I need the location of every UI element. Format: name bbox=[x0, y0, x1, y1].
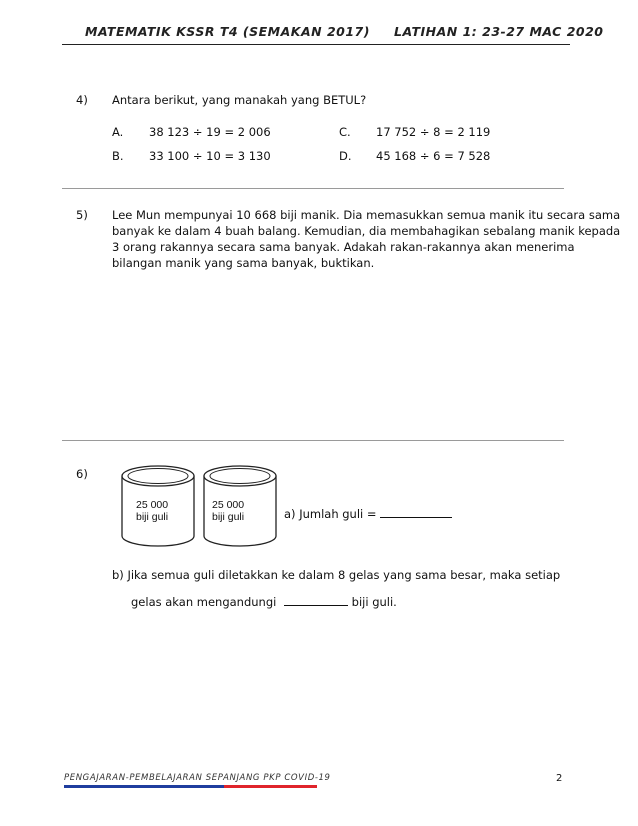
jar-2-count: 25 000 bbox=[212, 499, 245, 511]
q5-number: 5) bbox=[76, 208, 88, 222]
q4-number: 4) bbox=[76, 93, 88, 107]
q5-text-line-2: banyak ke dalam 4 buah balang. Kemudian, dia membahagikan sebalang manik kepada bbox=[112, 224, 621, 238]
q4-option-c-letter: C. bbox=[339, 125, 351, 139]
q4-option-d-text: 45 168 ÷ 6 = 7 528 bbox=[376, 149, 491, 163]
page-number: 2 bbox=[556, 773, 563, 784]
q6-part-b-answer-blank[interactable] bbox=[284, 593, 348, 606]
q6-number: 6) bbox=[76, 467, 88, 481]
jar-2-unit: biji guli bbox=[212, 511, 245, 523]
q6-part-a bbox=[284, 505, 452, 522]
q6-part-b-pre: gelas akan mengandungi bbox=[131, 595, 280, 609]
jar-1-label bbox=[136, 499, 168, 523]
section-divider-2 bbox=[62, 440, 564, 441]
q4-prompt: Antara berikut, yang manakah yang BETUL? bbox=[112, 93, 367, 107]
q5-text-line-1: Lee Mun mempunyai 10 668 biji manik. Dia memasukkan semua manik itu secara sama bbox=[112, 208, 621, 222]
footer-blue-bar bbox=[64, 785, 224, 788]
header-right-title: LATIHAN 1: 23-27 MAC 2020 bbox=[394, 24, 604, 39]
jar-1-count: 25 000 bbox=[136, 499, 169, 511]
q5-text-line-3: 3 orang rakannya secara sama banyak. Adakah rakan-rakannya akan menerima bbox=[112, 240, 575, 254]
q4-option-b-text: 33 100 ÷ 10 = 3 130 bbox=[149, 149, 271, 163]
q6-part-b-post: biji guli. bbox=[348, 595, 397, 609]
q4-option-c-text: 17 752 ÷ 8 = 2 119 bbox=[376, 125, 491, 139]
header-left-title: MATEMATIK KSSR T4 (SEMAKAN 2017) bbox=[85, 24, 370, 39]
footer-text: PENGAJARAN-PEMBELAJARAN SEPANJANG PKP COVID-19 bbox=[64, 773, 331, 783]
jar-1-unit: biji guli bbox=[136, 511, 169, 523]
q6-part-b-line-1: b) Jika semua guli diletakkan ke dalam 8 gelas yang sama besar, maka setiap bbox=[112, 568, 561, 582]
q6-part-a-label: a) Jumlah guli = bbox=[284, 507, 381, 521]
q4-option-a-text: 38 123 ÷ 19 = 2 006 bbox=[149, 125, 271, 139]
q6-part-a-answer-blank[interactable] bbox=[380, 505, 452, 518]
footer-red-bar bbox=[224, 785, 317, 788]
q4-option-b-letter: B. bbox=[112, 149, 124, 163]
header-divider bbox=[62, 44, 570, 45]
q6-part-b-line-2 bbox=[131, 593, 397, 610]
section-divider-1 bbox=[62, 188, 564, 189]
q5-text-line-4: bilangan manik yang sama banyak, buktikan. bbox=[112, 256, 375, 270]
q4-option-d-letter: D. bbox=[339, 149, 352, 163]
q4-option-a-letter: A. bbox=[112, 125, 124, 139]
jar-2-label bbox=[212, 499, 244, 523]
